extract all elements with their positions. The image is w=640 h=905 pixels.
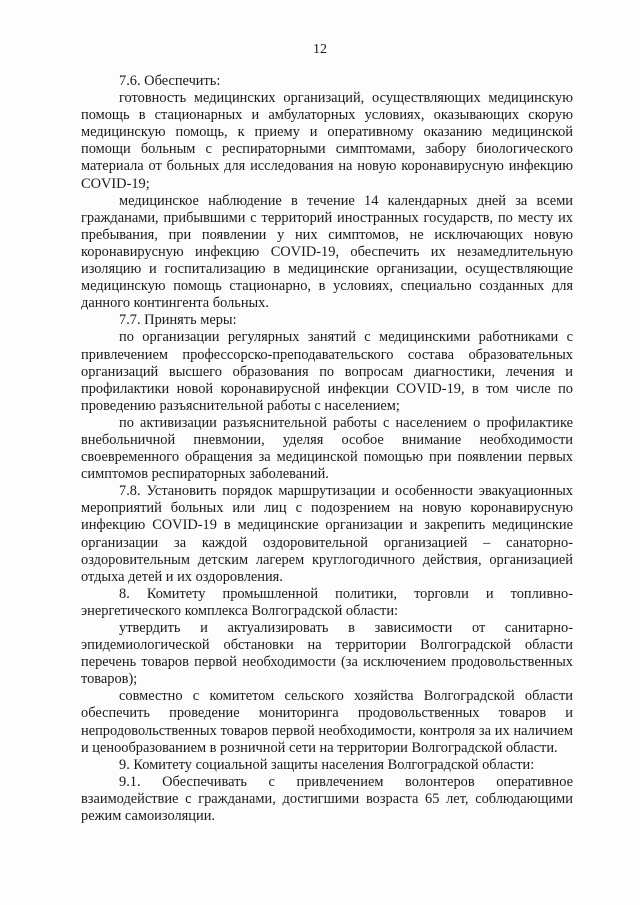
document-body	[81, 73, 573, 825]
paragraph-goods-list: утвердить и актуализировать в зависимости от санитарно-эпидемиологической обстановки на территории Волгоградской области перечень товаров первой необходимости (за исключением продовольственных товаров);	[81, 620, 573, 688]
section-9-1: 9.1. Обеспечивать с привлечением волонтеров оперативное взаимодействие с гражданами, достигшими возраста 65 лет, соблюдающими режим самоизоляции.	[81, 773, 573, 825]
section-7-7-heading: 7.7. Принять меры:	[119, 312, 237, 329]
paragraph-awareness: по активизации разъяснительной работы с населением о профилактике внебольничной пневмонии, уделяя особое внимание необходимости своевременного обращения за медицинской помощью при появлении первых симптомов респираторных заболеваний.	[81, 414, 573, 483]
page-number: 12	[313, 42, 327, 57]
paragraph-readiness: готовность медицинских организаций, осуществляющих медицинскую помощь в стационарных и амбулаторных условиях, оказывающих скорую медицинскую помощь, к приему и оперативному оказанию медицинской помощи больным с респираторными симптомами, забору биологического материала от больных для исследования на новую коронавирусную инфекцию COVID-19;	[81, 90, 573, 192]
section-7-6-heading: 7.6. Обеспечить:	[119, 73, 221, 89]
section-8-heading: 8. Комитету промышленной политики, торговли и топливно-энергетического комплекса Волгоградской области:	[81, 585, 573, 619]
section-9-heading: 9. Комитету социальной защиты населения Волгоградской области:	[119, 756, 535, 773]
paragraph-training: по организации регулярных занятий с медицинскими работниками с привлечением профессорско-преподавательского состава образовательных организаций высшего образования по вопросам диагностики, лечения и профилактики новой коронавирусной инфекции COVID-19, в том числе по проведению разъяснительной работы с населением;	[81, 329, 573, 414]
section-7-8: 7.8. Установить порядок маршрутизации и особенности эвакуационных мероприятий больных или лиц с подозрением на новую коронавирусную инфекцию COVID-19 в медицинские организации и закрепить медицинские организации за каждой оздоровительной организацией – санаторно-оздоровительным детским лагерем круглогодичного действия, организацией отдыха детей и их оздоровления.	[81, 483, 573, 585]
paragraph-observation: медицинское наблюдение в течение 14 календарных дней за всеми гражданами, прибывшими с территорий иностранных государств, по месту их пребывания, при появлении у них симптомов, не исключающих новую коронавирусную инфекцию COVID-19, обеспечить их незамедлительную изоляцию и госпитализацию в медицинские организации, осуществляющие медицинскую помощь стационарно, в условиях, специально созданных для данного контингента больных.	[81, 192, 573, 312]
paragraph-monitoring: совместно с комитетом сельского хозяйства Волгоградской области обеспечить проведение мониторинга продовольственных товаров и непродовольственных товаров первой необходимости, контроля за их наличием и ценообразованием в розничной сети на территории Волгоградской области.	[81, 688, 573, 756]
